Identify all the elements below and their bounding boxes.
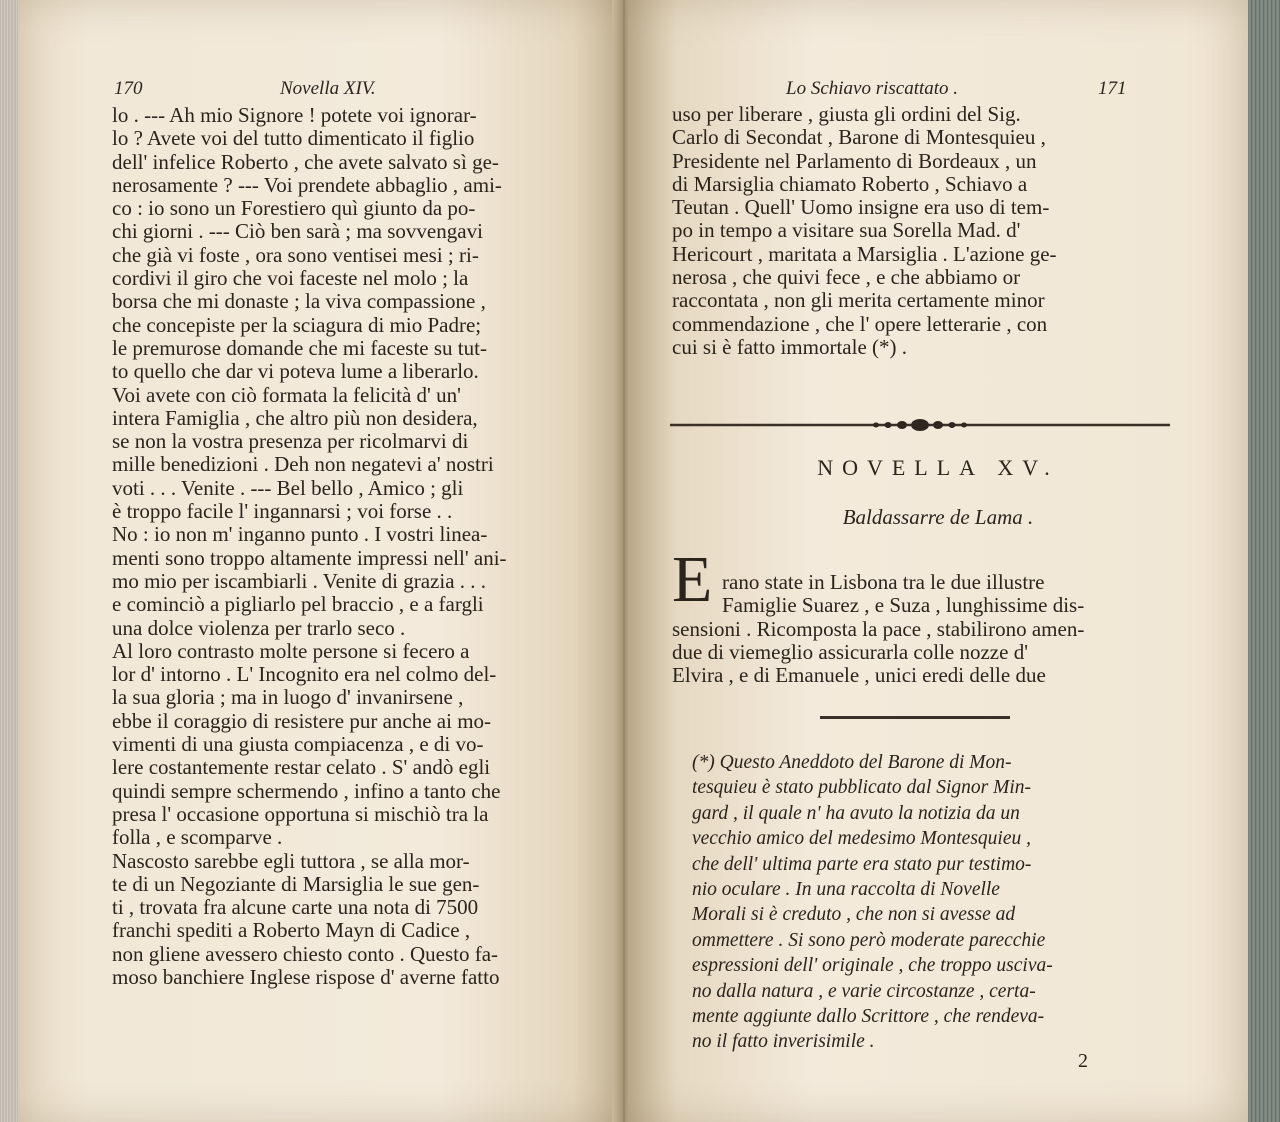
text-line: borsa che mi donaste ; la viva compassione ,: [112, 289, 486, 314]
text-line: Elvira , e di Emanuele , unici eredi delle due: [672, 663, 1046, 688]
text-line: che già vi foste , ora sono ventisei mesi ; ri-: [112, 242, 479, 267]
text-line: Nascosto sarebbe egli tuttora , se alla mor-: [112, 848, 470, 873]
text-line: dell' infelice Roberto , che avete salvato sì ge-: [112, 149, 499, 174]
text-line: nio oculare . In una raccolta di Novelle: [692, 878, 1000, 900]
left-running-head: Novella XIV.: [280, 78, 376, 99]
footnote: [692, 750, 1053, 1055]
text-line: è troppo facile l' ingannarsi ; voi forse . .: [112, 499, 453, 524]
section-title: NOVELLA XV.: [817, 455, 1059, 480]
right-page-number: 171: [1098, 78, 1127, 99]
text-line: to quello che dar vi poteva lume a liberarlo.: [112, 359, 479, 384]
text-line: lere costantemente restar celato . S' andò egli: [112, 755, 491, 780]
text-line: Teutan . Quell' Uomo insigne era uso di tem-: [672, 195, 1050, 220]
text-line: uso per liberare , giusta gli ordini del Sig.: [672, 102, 1021, 126]
text-line: quindi sempre schermendo , infino a tanto che: [112, 778, 501, 803]
section-subtitle: Baldassarre de Lama .: [842, 505, 1034, 529]
text-line: voti . . . Venite . --- Bel bello , Amico ; gli: [112, 475, 464, 500]
text-line: Al loro contrasto molte persone si fecero a: [112, 638, 470, 663]
text-line: te di un Negoziante di Marsiglia le sue gen-: [112, 871, 480, 896]
text-line: rano state in Lisbona tra le due illustre: [722, 570, 1045, 594]
text-line: (*) Questo Aneddoto del Barone di Mon-: [692, 752, 1012, 773]
text-line: vimenti di una giusta compiacenza , e di vo-: [112, 732, 484, 757]
text-line: nerosa , che quivi fece , e che abbiamo or: [672, 265, 1021, 290]
text-line: lo ? Avete voi del tutto dimenticato il figlio: [112, 126, 475, 151]
text-line: espressioni dell' originale , che troppo usciva-: [692, 955, 1053, 977]
right-running-head: Lo Schiavo riscattato .: [786, 78, 959, 99]
right-page-body-text: [672, 571, 1084, 687]
text-line: gard , il quale n' ha avuto la notizia da un: [692, 802, 1020, 824]
text-line: No : io non m' inganno punto . I vostri linea-: [112, 522, 488, 547]
text-line: mille benedizioni . Deh non negatevi a' nostri: [112, 452, 494, 477]
book-edge-left: [0, 0, 18, 1122]
text-line: cui si è fatto immortale (*) .: [672, 334, 908, 359]
text-line: Carlo di Secondat , Barone di Montesquieu ,: [672, 125, 1046, 150]
text-line: se non la vostra presenza per ricolmarvi di: [112, 429, 469, 454]
text-line: intera Famiglia , che altro più non desidera,: [112, 405, 478, 430]
text-line: non gliene avessero chiesto conto . Questo fa-: [112, 941, 499, 966]
text-line: no il fatto inverisimile .: [692, 1031, 875, 1053]
text-line: franchi spediti a Roberto Mayn di Cadice ,: [112, 918, 471, 943]
text-line: no dalla natura , e varie circostanze , certa-: [692, 980, 1036, 1002]
text-line: che dell' ultima parte era stato pur testimo-: [692, 853, 1032, 875]
text-line: di Marsiglia chiamato Roberto , Schiavo a: [672, 171, 1028, 196]
text-line: tesquieu è stato pubblicato dal Signor Min-: [692, 777, 1032, 799]
text-line: una dolce violenza per trarlo seco .: [112, 615, 406, 640]
drop-cap: E: [672, 543, 713, 616]
text-line: chi giorni . --- Ciò ben sarà ; ma sovvengavi: [112, 219, 483, 244]
text-line: la sua gloria ; ma in luogo d' invanirsene ,: [112, 685, 464, 710]
text-line: sensioni . Ricomposta la pace , stabilirono amen-: [672, 616, 1085, 641]
text-line: presa l' occasione opportuna si mischiò tra la: [112, 801, 489, 826]
text-line: e cominciò a pigliarlo pel braccio , e a fargli: [112, 592, 484, 617]
text-line: Famiglie Suarez , e Suza , lunghissime dis-: [722, 593, 1085, 618]
text-line: ebbe il coraggio di resistere pur anche ai mo-: [112, 708, 492, 733]
text-line: ommettere . Si sono però moderate parecchie: [692, 929, 1046, 951]
text-line: che concepiste per la sciagura di mio Padre;: [112, 312, 482, 337]
ornamental-rule: [670, 414, 1170, 436]
book-edge-right: [1248, 0, 1280, 1122]
text-line: menti sono troppo altamente impressi nell' ani-: [112, 545, 507, 570]
text-line: po in tempo a visitare sua Sorella Mad. d': [672, 218, 1021, 243]
text-line: moso banchiere Inglese rispose d' averne fatto: [112, 964, 500, 989]
text-line: Presidente nel Parlamento di Bordeaux , un: [672, 148, 1037, 173]
text-line: mente aggiunte dallo Scrittore , che rendeva-: [692, 1005, 1045, 1027]
text-line: le premurose domande che mi faceste su tut-: [112, 335, 487, 360]
left-page-number: 170: [114, 78, 143, 99]
text-line: mo mio per iscambiarli . Venite di grazia . . .: [112, 568, 487, 593]
text-line: Hericourt , maritata a Marsiglia . L'azione ge-: [672, 241, 1057, 266]
text-line: ti , trovata fra alcune carte una nota di 7500: [112, 895, 479, 920]
left-page: [18, 0, 620, 1122]
text-line: Voi avete con ciò formata la felicità d' un': [112, 382, 461, 407]
text-line: Morali si è creduto , che non si avesse ad: [692, 904, 1016, 926]
text-line: folla , e scomparve .: [112, 825, 283, 850]
right-page-top-text: [672, 103, 1057, 359]
text-line: co : io sono un Forestiero quì giunto da po-: [112, 196, 476, 221]
right-page: [628, 0, 1248, 1122]
text-line: raccontata , non gli merita certamente minor: [672, 288, 1045, 313]
text-line: lor d' intorno . L' Incognito era nel colmo del-: [112, 662, 497, 687]
text-line: commendazione , che l' opere letterarie , con: [672, 311, 1048, 336]
text-line: lo . --- Ah mio Signore ! potete voi ignorar-: [112, 103, 477, 127]
text-line: cordivi il giro che voi faceste nel molo ; la: [112, 266, 469, 291]
signature-mark: 2: [1078, 1050, 1088, 1072]
text-line: vecchio amico del medesimo Montesquieu ,: [692, 828, 1031, 850]
text-line: nerosamente ? --- Voi prendete abbaglio , ami-: [112, 172, 502, 197]
left-page-text: [112, 104, 507, 989]
text-line: due di viemeglio assicurarla colle nozze d': [672, 639, 1028, 664]
footnote-rule: [820, 716, 1010, 719]
